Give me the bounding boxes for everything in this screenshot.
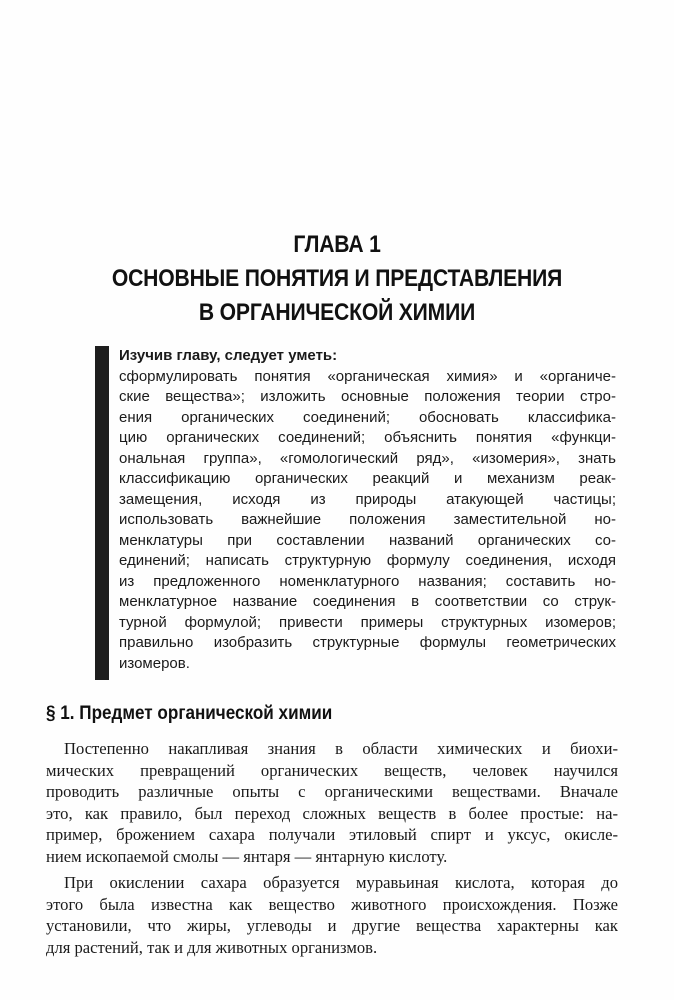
objectives-line: изомеров. bbox=[119, 654, 190, 672]
objectives-heading: Изучив главу, следует уметь: bbox=[119, 347, 338, 364]
chapter-title-line-1: ОСНОВНЫЕ ПОНЯТИЯ И ПРЕДСТАВЛЕНИЯ bbox=[111, 265, 563, 292]
paragraph-line: этого была известна как вещество животного происхождения. Позже bbox=[46, 894, 618, 914]
objectives-line: использовать важнейшие положения заместительной но- bbox=[119, 511, 616, 528]
paragraph-line: При окислении сахара образуется муравьиная кислота, которая до bbox=[64, 873, 618, 892]
paragraph-line: Постепенно накапливая знания в области химических и биохи- bbox=[64, 739, 618, 758]
objectives-line: замещения, исходя из природы атакующей частицы; bbox=[119, 490, 616, 508]
chapter-label: ГЛАВА 1 bbox=[293, 231, 381, 258]
paragraph bbox=[46, 738, 618, 867]
paragraph-line: нием ископаемой смолы — янтаря — янтарную кислоту. bbox=[46, 846, 448, 866]
objectives-content bbox=[119, 346, 616, 674]
objectives-line: ения органических соединений; обосновать классифика- bbox=[119, 408, 616, 426]
objectives-line: ские вещества»; изложить основные положения теории стро- bbox=[119, 388, 616, 405]
objectives-line: единений; написать структурную формулу соединения, исходя bbox=[119, 552, 616, 569]
paragraph-line: проводить различные опыты с органическими веществами. Вначале bbox=[46, 782, 618, 801]
objectives-line: турной формулой; привести примеры структурных изомеров; bbox=[119, 613, 616, 631]
objectives-line: классификацию органических реакций и механизм реак- bbox=[119, 470, 616, 487]
chapter-heading bbox=[40, 228, 633, 330]
body-text bbox=[46, 738, 618, 958]
learning-objectives-box bbox=[95, 346, 616, 680]
paragraph-line: для растений, так и для животных организмов. bbox=[46, 937, 378, 957]
objectives-line: ональная группа», «гомологический ряд», «изомерия», знать bbox=[119, 449, 616, 467]
section-title: § 1. Предмет органической химии bbox=[46, 703, 333, 724]
objectives-line: из предложенного номенклатурного названия; составить но- bbox=[119, 572, 616, 590]
objectives-line: правильно изобразить структурные формулы геометрических bbox=[119, 634, 616, 651]
paragraph-line: установили, что жиры, углеводы и другие вещества характерны как bbox=[46, 916, 618, 935]
objectives-side-bar bbox=[95, 346, 109, 680]
objectives-line: менклатурное название соединения в соответствии со струк- bbox=[119, 593, 616, 610]
paragraph-line: мических превращений органических веществ, человек научился bbox=[46, 760, 618, 780]
objectives-line: менклатуры при составлении названий органических со- bbox=[119, 531, 616, 549]
paragraph-line: пример, брожением сахара получали этиловый спирт и уксус, окисле- bbox=[46, 825, 618, 844]
objectives-line: сформулировать понятия «органическая химия» и «органиче- bbox=[119, 367, 616, 385]
objectives-line: цию органических соединений; объяснить понятия «функци- bbox=[119, 429, 616, 446]
paragraph-line: это, как правило, был переход сложных веществ в более простые: на- bbox=[46, 803, 618, 823]
chapter-title-line-2: В ОРГАНИЧЕСКОЙ ХИМИИ bbox=[198, 299, 476, 326]
paragraph bbox=[46, 872, 618, 958]
